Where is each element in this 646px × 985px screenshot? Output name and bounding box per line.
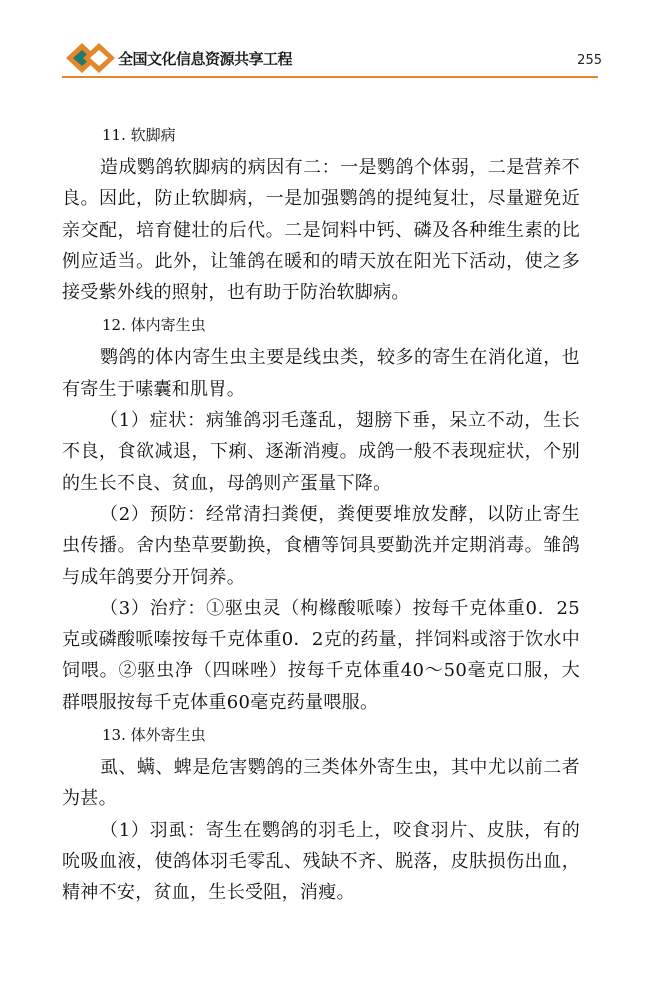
paragraph: 虱、螨、蜱是危害鹦鸽的三类体外寄生虫，其中尤以前二者为甚。 [62, 757, 580, 810]
section-heading: 12. 体内寄生虫 [102, 316, 206, 335]
section-heading: 13. 体外寄生虫 [102, 726, 206, 745]
page-number: 255 [577, 53, 602, 68]
paragraph: 鹦鸽的体内寄生虫主要是线虫类，较多的寄生在消化道，也有寄生于嗉囊和肌胃。 [62, 347, 580, 400]
header-rule [62, 76, 598, 78]
paragraph: （1）症状：病雏鸽羽毛蓬乱，翅膀下垂，呆立不动，生长不良，食欲减退，下痢、逐渐消瘦。成鸽一般不表现症状，个别的生长不良、贫血，母鸽则产蛋量下降。 [62, 410, 580, 494]
section-heading: 11. 软脚病 [102, 126, 176, 144]
logo-diamond-icon [62, 40, 118, 76]
header-title: 全国文化信息资源共享工程 [118, 50, 293, 68]
paragraph: （2）预防：经常清扫粪便，粪便要堆放发酵，以防止寄生虫传播。舍内垫草要勤换，食槽等饲具要勤洗并定期消毒。雏鸽与成年鸽要分开饲养。 [62, 503, 580, 588]
paragraph: （3）治疗：①驱虫灵（枸橼酸哌嗪）按每千克体重0．25克或磷酸哌嗪按每千克体重0．2克的药量，拌饲料或溶于饮水中饲喂。②驱虫净（四咪唑）按每千克体重40～50毫克口服，大群喂服按每千克体重60毫克药量喂服。 [62, 597, 580, 713]
paragraph: 造成鹦鸽软脚病的病因有二：一是鹦鸽个体弱，二是营养不良。因此，防止软脚病，一是加强鹦鸽的提纯复壮，尽量避免近亲交配，培育健壮的后代。二是饲料中钙、磷及各种维生素的比例应适当。此外，让雏鸽在暖和的晴天放在阳光下活动，使之多接受紫外线的照射，也有助于防治软脚病。 [62, 157, 580, 304]
page-content [62, 118, 580, 909]
paragraph: （1）羽虱：寄生在鹦鸽的羽毛上，咬食羽片、皮肤，有的吮吸血液，使鸽体羽毛零乱、残缺不齐、脱落，皮肤损伤出血，精神不安，贫血，生长受阻，消瘦。 [62, 819, 580, 904]
page-header [62, 38, 602, 78]
